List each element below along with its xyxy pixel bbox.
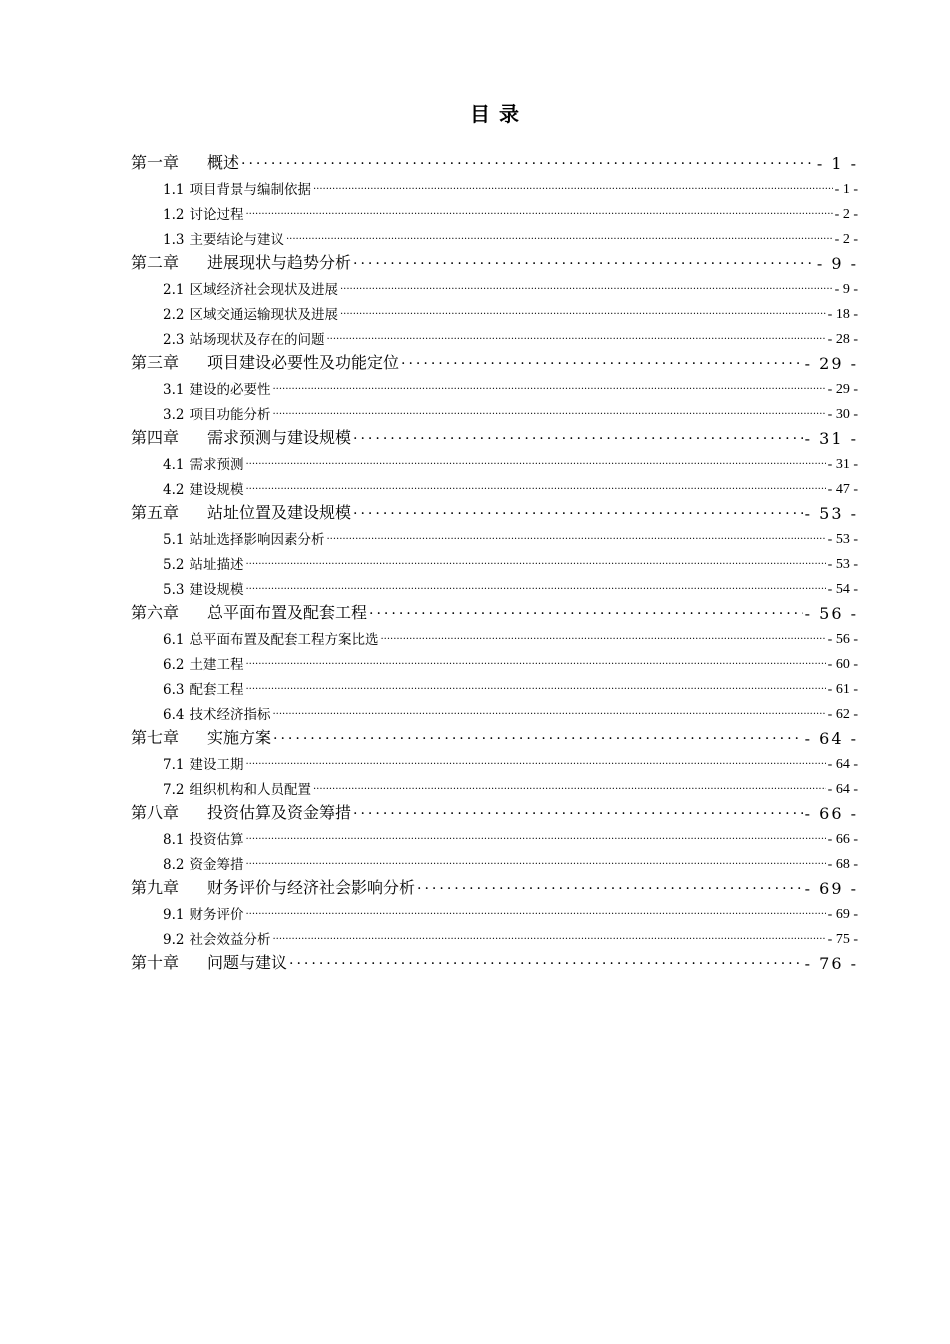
chapter-title: 财务评价与经济社会影响分析 xyxy=(207,878,416,897)
dot-leader xyxy=(245,827,825,843)
chapter-title: 投资估算及资金筹措 xyxy=(207,803,352,822)
section-page-number: - 2 - xyxy=(834,207,858,222)
chapter-page-number: - 66 - xyxy=(804,804,858,823)
toc-chapter-entry[interactable] xyxy=(131,148,858,173)
toc-chapter-entry[interactable] xyxy=(131,598,858,623)
section-label xyxy=(163,703,270,723)
section-page-number: - 47 - xyxy=(827,482,858,497)
section-title: 土建工程 xyxy=(189,657,244,673)
toc-chapter-entry[interactable] xyxy=(131,423,858,448)
section-label xyxy=(163,653,243,673)
chapter-label xyxy=(131,425,351,448)
section-page-number: - 29 - xyxy=(827,382,858,397)
chapter-number: 第一章 xyxy=(131,153,180,172)
chapter-page-number: - 69 - xyxy=(804,879,858,898)
toc-section-entry[interactable] xyxy=(131,748,858,773)
section-label xyxy=(163,753,243,773)
toc-chapter-entry[interactable] xyxy=(131,348,858,373)
section-number: 1.1 xyxy=(163,182,185,198)
section-page-number: - 28 - xyxy=(827,332,858,347)
toc-section-entry[interactable] xyxy=(131,698,858,723)
dot-leader xyxy=(289,949,803,968)
chapter-number: 第九章 xyxy=(131,878,180,897)
toc-chapter-entry[interactable] xyxy=(131,948,858,973)
chapter-title: 项目建设必要性及功能定位 xyxy=(207,353,400,372)
dot-leader xyxy=(245,902,825,918)
dot-leader xyxy=(272,927,825,943)
section-title: 区域经济社会现状及进展 xyxy=(189,282,338,298)
section-title: 站址描述 xyxy=(189,557,244,573)
section-label xyxy=(163,378,270,398)
chapter-number: 第七章 xyxy=(131,728,180,747)
dot-leader xyxy=(245,477,825,493)
toc-section-entry[interactable] xyxy=(131,898,858,923)
dot-leader xyxy=(313,177,833,193)
section-title: 建设工期 xyxy=(189,757,244,773)
dot-leader xyxy=(401,349,803,368)
section-title: 配套工程 xyxy=(189,682,244,698)
dot-leader xyxy=(353,499,803,518)
chapter-label xyxy=(131,500,351,523)
section-label xyxy=(163,178,311,198)
dot-leader xyxy=(245,752,825,768)
dot-leader xyxy=(241,149,815,168)
section-number: 1.3 xyxy=(163,232,185,248)
chapter-page-number: - 1 - xyxy=(816,154,858,173)
section-number: 8.2 xyxy=(163,857,185,873)
toc-section-entry[interactable] xyxy=(131,373,858,398)
dot-leader xyxy=(369,599,803,618)
section-page-number: - 64 - xyxy=(827,757,858,772)
section-number: 6.3 xyxy=(163,682,185,698)
section-title: 建设规模 xyxy=(189,582,244,598)
section-title: 建设的必要性 xyxy=(189,382,271,398)
section-number: 8.1 xyxy=(163,832,185,848)
section-page-number: - 56 - xyxy=(827,632,858,647)
section-label xyxy=(163,678,243,698)
chapter-page-number: - 9 - xyxy=(816,254,858,273)
dot-leader xyxy=(326,327,825,343)
dot-leader xyxy=(313,777,826,793)
section-number: 4.2 xyxy=(163,482,185,498)
section-number: 4.1 xyxy=(163,457,185,473)
toc-section-entry[interactable] xyxy=(131,823,858,848)
chapter-title: 进展现状与趋势分析 xyxy=(207,253,352,272)
toc-section-entry[interactable] xyxy=(131,173,858,198)
section-number: 6.4 xyxy=(163,707,185,723)
section-number: 5.2 xyxy=(163,557,185,573)
section-page-number: - 68 - xyxy=(827,857,858,872)
toc-section-entry[interactable] xyxy=(131,298,858,323)
chapter-number: 第四章 xyxy=(131,428,180,447)
chapter-label xyxy=(131,600,367,623)
section-label xyxy=(163,478,243,498)
section-title: 财务评价 xyxy=(189,907,244,923)
chapter-number: 第十章 xyxy=(131,953,180,972)
toc-section-entry[interactable] xyxy=(131,448,858,473)
section-page-number: - 53 - xyxy=(827,557,858,572)
section-page-number: - 9 - xyxy=(834,282,858,297)
toc-section-entry[interactable] xyxy=(131,398,858,423)
section-page-number: - 54 - xyxy=(827,582,858,597)
section-label xyxy=(163,628,378,648)
section-page-number: - 60 - xyxy=(827,657,858,672)
section-title: 主要结论与建议 xyxy=(189,232,284,248)
dot-leader xyxy=(340,277,833,293)
section-label xyxy=(163,403,270,423)
section-number: 6.2 xyxy=(163,657,185,673)
chapter-number: 第三章 xyxy=(131,353,180,372)
chapter-label xyxy=(131,725,271,748)
chapter-page-number: - 76 - xyxy=(804,954,858,973)
toc-chapter-entry[interactable] xyxy=(131,248,858,273)
section-label xyxy=(163,553,243,573)
table-of-contents xyxy=(131,148,858,973)
section-title: 组织机构和人员配置 xyxy=(189,782,311,798)
chapter-title: 实施方案 xyxy=(207,728,272,747)
section-title: 讨论过程 xyxy=(189,207,244,223)
chapter-label xyxy=(131,350,399,373)
section-title: 需求预测 xyxy=(189,457,244,473)
section-page-number: - 66 - xyxy=(827,832,858,847)
chapter-page-number: - 64 - xyxy=(804,729,858,748)
section-label xyxy=(163,778,311,798)
toc-section-entry[interactable] xyxy=(131,273,858,298)
section-number: 3.1 xyxy=(163,382,185,398)
chapter-label xyxy=(131,950,287,973)
chapter-number: 第六章 xyxy=(131,603,180,622)
toc-section-entry[interactable] xyxy=(131,848,858,873)
section-label xyxy=(163,303,338,323)
section-label xyxy=(163,903,243,923)
dot-leader xyxy=(353,249,815,268)
section-label xyxy=(163,203,243,223)
page-title: 目 录 xyxy=(470,102,520,126)
section-page-number: - 18 - xyxy=(827,307,858,322)
toc-section-entry[interactable] xyxy=(131,923,858,948)
section-label xyxy=(163,828,243,848)
section-label xyxy=(163,928,270,948)
toc-section-entry[interactable] xyxy=(131,623,858,648)
section-page-number: - 61 - xyxy=(827,682,858,697)
chapter-number: 第八章 xyxy=(131,803,180,822)
chapter-title: 需求预测与建设规模 xyxy=(207,428,352,447)
chapter-label xyxy=(131,150,239,173)
section-number: 6.1 xyxy=(163,632,185,648)
chapter-page-number: - 29 - xyxy=(804,354,858,373)
chapter-page-number: - 53 - xyxy=(804,504,858,523)
dot-leader xyxy=(245,677,825,693)
section-page-number: - 31 - xyxy=(827,457,858,472)
dot-leader xyxy=(245,577,825,593)
dot-leader xyxy=(245,852,825,868)
chapter-page-number: - 56 - xyxy=(804,604,858,623)
section-title: 资金筹措 xyxy=(189,857,244,873)
section-page-number: - 53 - xyxy=(827,532,858,547)
toc-section-entry[interactable] xyxy=(131,648,858,673)
toc-section-entry[interactable] xyxy=(131,548,858,573)
section-title: 项目功能分析 xyxy=(189,407,271,423)
toc-section-entry[interactable] xyxy=(131,473,858,498)
section-label xyxy=(163,578,243,598)
toc-section-entry[interactable] xyxy=(131,198,858,223)
section-title: 总平面布置及配套工程方案比选 xyxy=(189,632,379,648)
section-page-number: - 64 - xyxy=(827,782,858,797)
dot-leader xyxy=(286,227,833,243)
section-title: 项目背景与编制依据 xyxy=(189,182,311,198)
section-page-number: - 62 - xyxy=(827,707,858,722)
section-label xyxy=(163,328,324,348)
toc-section-entry[interactable] xyxy=(131,773,858,798)
chapter-title: 站址位置及建设规模 xyxy=(207,503,352,522)
dot-leader xyxy=(245,552,825,568)
dot-leader xyxy=(326,527,825,543)
section-label xyxy=(163,528,324,548)
dot-leader xyxy=(353,799,803,818)
section-title: 投资估算 xyxy=(189,832,244,848)
section-page-number: - 1 - xyxy=(834,182,858,197)
section-label xyxy=(163,453,243,473)
section-number: 9.1 xyxy=(163,907,185,923)
section-number: 1.2 xyxy=(163,207,185,223)
toc-chapter-entry[interactable] xyxy=(131,873,858,898)
section-number: 5.1 xyxy=(163,532,185,548)
section-number: 2.3 xyxy=(163,332,185,348)
dot-leader xyxy=(272,377,825,393)
toc-section-entry[interactable] xyxy=(131,323,858,348)
chapter-number: 第五章 xyxy=(131,503,180,522)
toc-section-entry[interactable] xyxy=(131,573,858,598)
section-number: 2.1 xyxy=(163,282,185,298)
chapter-title: 总平面布置及配套工程 xyxy=(207,603,368,622)
section-page-number: - 30 - xyxy=(827,407,858,422)
section-number: 5.3 xyxy=(163,582,185,598)
toc-section-entry[interactable] xyxy=(131,523,858,548)
section-number: 7.2 xyxy=(163,782,185,798)
dot-leader xyxy=(272,402,825,418)
toc-chapter-entry[interactable] xyxy=(131,498,858,523)
dot-leader xyxy=(340,302,826,318)
section-number: 2.2 xyxy=(163,307,185,323)
dot-leader xyxy=(245,452,825,468)
section-title: 社会效益分析 xyxy=(189,932,271,948)
section-label xyxy=(163,853,243,873)
toc-section-entry[interactable] xyxy=(131,673,858,698)
toc-section-entry[interactable] xyxy=(131,223,858,248)
section-page-number: - 69 - xyxy=(827,907,858,922)
chapter-title: 问题与建议 xyxy=(207,953,288,972)
dot-leader xyxy=(417,874,803,893)
section-number: 9.2 xyxy=(163,932,185,948)
dot-leader xyxy=(245,202,832,218)
section-page-number: - 75 - xyxy=(827,932,858,947)
section-title: 站址选择影响因素分析 xyxy=(189,532,325,548)
section-title: 建设规模 xyxy=(189,482,244,498)
section-label xyxy=(163,278,338,298)
section-number: 3.2 xyxy=(163,407,185,423)
section-page-number: - 2 - xyxy=(834,232,858,247)
section-title: 技术经济指标 xyxy=(189,707,271,723)
chapter-label xyxy=(131,875,415,898)
section-label xyxy=(163,228,284,248)
dot-leader xyxy=(273,724,803,743)
section-title: 区域交通运输现状及进展 xyxy=(189,307,338,323)
section-number: 7.1 xyxy=(163,757,185,773)
chapter-label xyxy=(131,250,351,273)
chapter-label xyxy=(131,800,351,823)
dot-leader xyxy=(245,652,825,668)
chapter-title: 概述 xyxy=(207,153,240,172)
dot-leader xyxy=(380,627,825,643)
section-title: 站场现状及存在的问题 xyxy=(189,332,325,348)
dot-leader xyxy=(353,424,803,443)
dot-leader xyxy=(272,702,825,718)
toc-chapter-entry[interactable] xyxy=(131,798,858,823)
chapter-number: 第二章 xyxy=(131,253,180,272)
toc-chapter-entry[interactable] xyxy=(131,723,858,748)
chapter-page-number: - 31 - xyxy=(804,429,858,448)
